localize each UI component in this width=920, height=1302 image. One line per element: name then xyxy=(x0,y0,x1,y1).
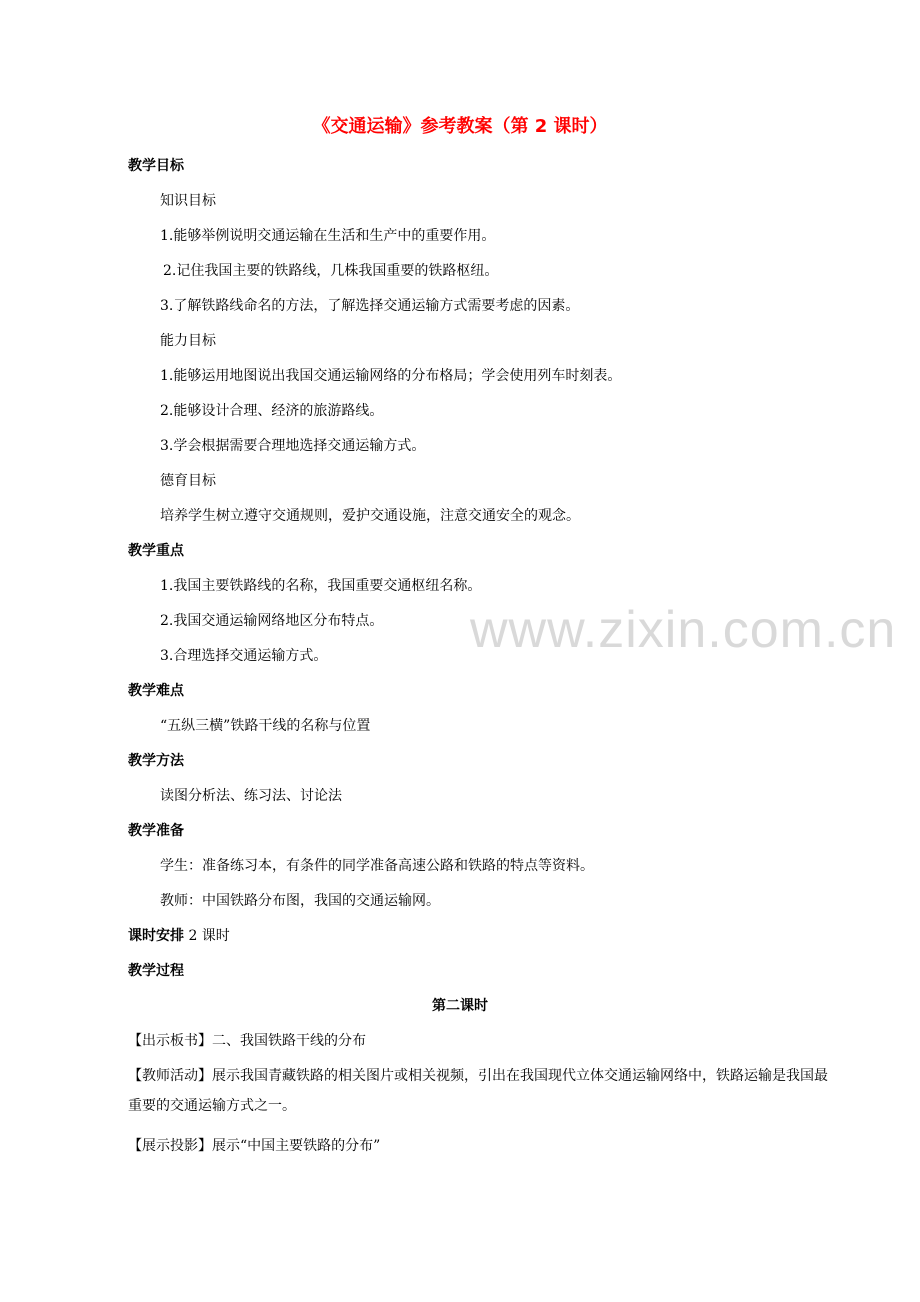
difficulty-text: “五纵三横”铁路干线的名称与位置 xyxy=(160,718,371,734)
document-title: 《交通运输》参考教案（第 2 课时） xyxy=(312,116,608,137)
process-item-text: 展示我国青藏铁路的相关图片或相关视频，引出在我国现代立体交通运输网络中，铁路运输是我国最重要的交通运输方式之一。 xyxy=(128,1068,828,1114)
ability-item: 1.能够运用地图说出我国交通运输网络的分布格局；学会使用列车时刻表。 xyxy=(160,368,622,384)
method-text: 读图分析法、练习法、讨论法 xyxy=(160,788,342,804)
key-point-item: 1.我国主要铁路线的名称，我国重要交通枢纽名称。 xyxy=(160,578,482,594)
process-item xyxy=(128,1137,380,1155)
moral-text: 培养学生树立遵守交通规则，爱护交通设施，注意交通安全的观念。 xyxy=(160,508,580,524)
process-item-tag: 【展示投影】 xyxy=(128,1138,212,1154)
knowledge-item: 1.能够举例说明交通运输在生活和生产中的重要作用。 xyxy=(160,228,496,244)
process-item-tag: 【出示板书】 xyxy=(128,1033,212,1049)
objectives-heading: 教学目标 xyxy=(128,158,184,174)
process-item-text: 展示“中国主要铁路的分布” xyxy=(212,1138,381,1154)
knowledge-heading: 知识目标 xyxy=(160,193,216,209)
process-heading: 教学过程 xyxy=(128,963,184,979)
knowledge-item: 3.了解铁路线命名的方法，了解选择交通运输方式需要考虑的因素。 xyxy=(160,298,580,314)
preparation-student: 学生：准备练习本，有条件的同学准备高速公路和铁路的特点等资料。 xyxy=(160,858,594,874)
key-points-heading: 教学重点 xyxy=(128,543,184,559)
ability-item: 3.学会根据需要合理地选择交通运输方式。 xyxy=(160,438,426,454)
preparation-teacher: 教师：中国铁路分布图，我国的交通运输网。 xyxy=(160,893,440,909)
process-item-tag: 【教师活动】 xyxy=(128,1068,212,1084)
ability-item: 2.能够设计合理、经济的旅游路线。 xyxy=(160,403,384,419)
process-item-text: 二、我国铁路干线的分布 xyxy=(212,1033,366,1049)
moral-heading: 德育目标 xyxy=(160,473,216,489)
key-point-item: 3.合理选择交通运输方式。 xyxy=(160,648,328,664)
process-item xyxy=(128,1032,366,1050)
schedule-line xyxy=(128,927,230,945)
watermark: www.zixin.com.cn xyxy=(470,601,897,659)
preparation-heading: 教学准备 xyxy=(128,823,184,839)
method-heading: 教学方法 xyxy=(128,753,184,769)
difficulty-heading: 教学难点 xyxy=(128,683,184,699)
knowledge-item: 2.记住我国主要的铁路线，几株我国重要的铁路枢纽。 xyxy=(163,263,499,279)
lesson-title: 第二课时 xyxy=(432,998,488,1014)
ability-heading: 能力目标 xyxy=(160,333,216,349)
schedule-heading: 课时安排 xyxy=(128,928,184,944)
process-item xyxy=(128,1061,840,1121)
key-point-item: 2.我国交通运输网络地区分布特点。 xyxy=(160,613,384,629)
schedule-text: 2 课时 xyxy=(188,928,230,944)
